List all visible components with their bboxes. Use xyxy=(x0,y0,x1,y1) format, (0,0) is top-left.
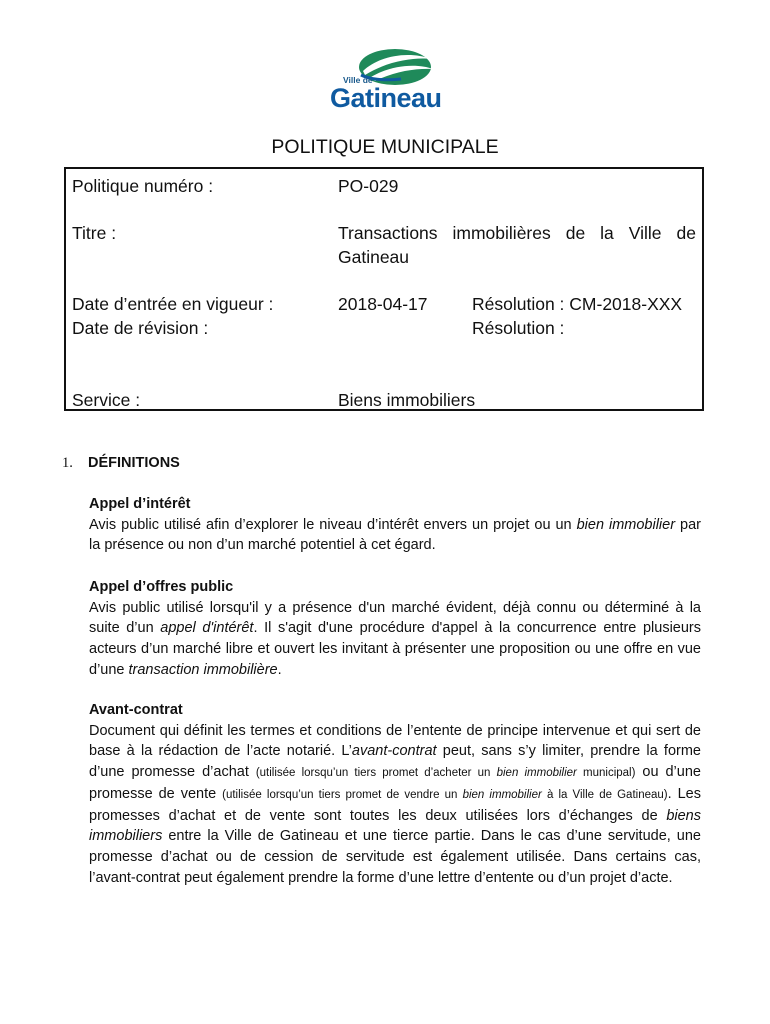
service-value: Biens immobiliers xyxy=(338,390,476,410)
titre-value: Transactions immobilières de la Ville de Gatineau xyxy=(338,223,696,267)
definition-avant-contrat xyxy=(89,700,701,888)
date-entree-label: Date d’entrée en vigueur : xyxy=(72,294,274,314)
definition-appel-offres xyxy=(89,577,701,681)
logo-text-gatineau: Gatineau xyxy=(330,83,442,113)
definition-text: Avis public utilisé lorsqu'il y a présence d'un marché évident, déjà connu ou déterminé à la suite d’un appel d'intérêt. Il s'agit d'une procédure d'appel à la concurrence entre plusieurs acteurs d’un marché libre et ouvert les invitant à présenter une proposition ou une offre en vue d’une transaction immobilière. xyxy=(89,599,701,678)
definition-text: Document qui définit les termes et conditions de l’entente de principe intervenue et qui sert de base à la rédaction de l’acte notarié. L’avant-contrat peut, sans s’y limiter, prendre la forme d’une promesse d’achat (utilisée lorsqu’un tiers promet d’acheter un bien immobilier municipal) ou d’une promesse de vente (utilisée lorsqu’un tiers promet de vendre un bien immobilier à la Ville de Gatineau). Les promesses d’achat et de vente sont toutes les deux utilisées lors d’échanges de biens immobiliers entre la Ville de Gatineau et une tierce partie. Dans le cas d’une servitude, une promesse d’achat ou de cession de servitude est également utilisée. Dans certains cas, l’avant-contrat peut également prendre la forme d’une lettre d’entente ou d’un projet d’acte. xyxy=(89,722,701,886)
resolution-revision-label: Résolution : xyxy=(472,318,565,338)
definition-term: Appel d’offres public xyxy=(89,579,234,595)
logo-text-ville: Ville de xyxy=(343,75,373,85)
titre-label: Titre : xyxy=(72,223,117,243)
politique-label: Politique numéro : xyxy=(72,176,214,196)
date-revision-label: Date de révision : xyxy=(72,318,209,338)
definition-appel-interet xyxy=(89,494,701,556)
service-label: Service : xyxy=(72,390,141,410)
definition-term: Avant-contrat xyxy=(89,702,183,718)
section-title: DÉFINITIONS xyxy=(88,455,180,471)
section-heading xyxy=(62,455,180,472)
date-entree-value: 2018-04-17 xyxy=(338,294,428,314)
resolution-value: Résolution : CM-2018-XXX xyxy=(472,294,683,314)
politique-value: PO-029 xyxy=(338,176,399,196)
gatineau-logo xyxy=(325,45,440,117)
definition-text: Avis public utilisé afin d’explorer le niveau d’intérêt envers un projet ou un bien immobilier par la présence ou non d’un marché potentiel à cet égard. xyxy=(89,516,701,554)
section-number: 1. xyxy=(62,455,73,471)
document-title: POLITIQUE MUNICIPALE xyxy=(271,136,499,158)
definition-term: Appel d’intérêt xyxy=(89,496,191,512)
policy-info-table xyxy=(64,167,704,411)
